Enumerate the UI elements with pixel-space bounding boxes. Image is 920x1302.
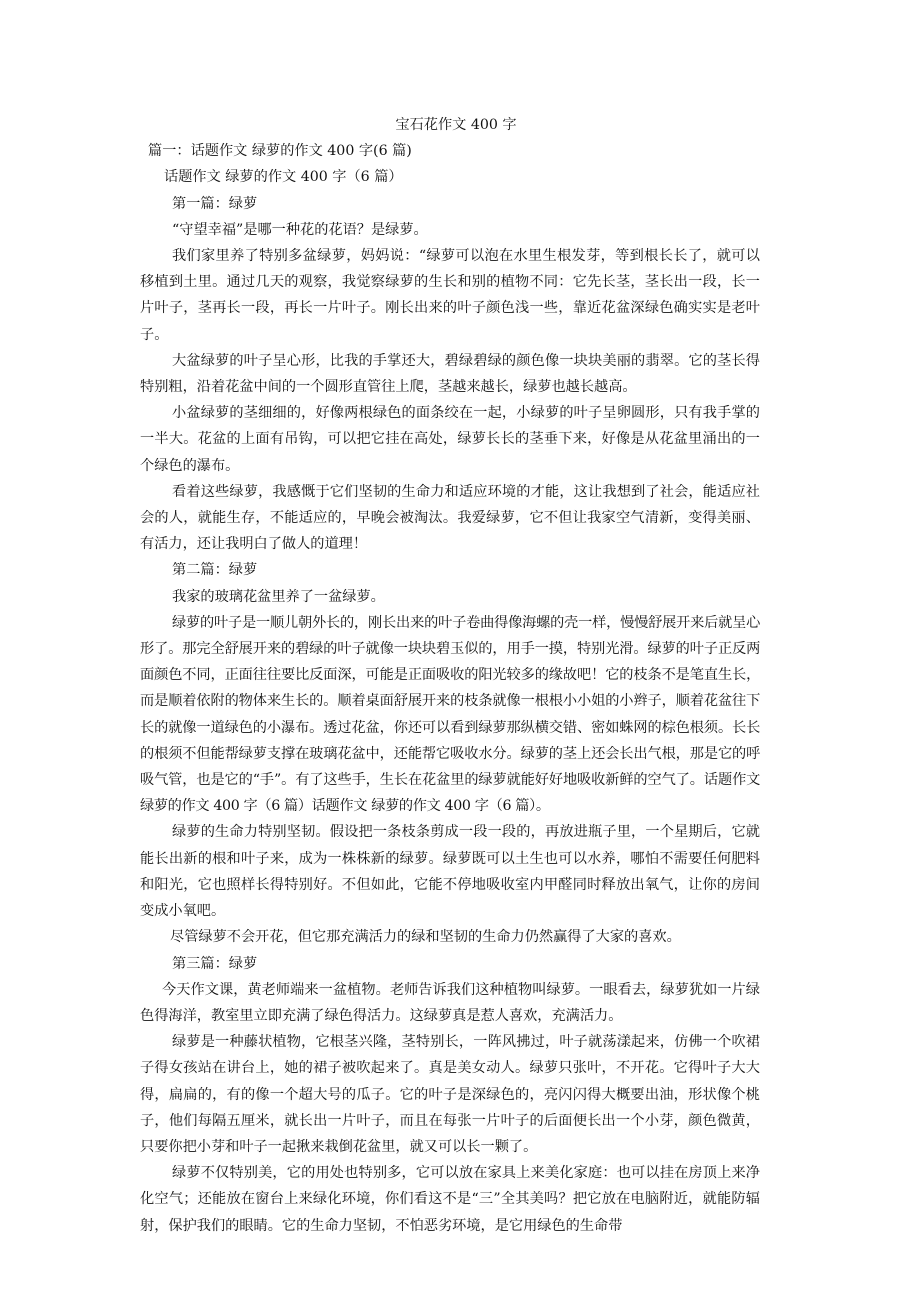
s3-paragraph-2: 绿萝是一种藤状植物，它根茎兴隆，茎特别长，一阵风拂过，叶子就荡漾起来，仿佛一个吹裙子得女孩站在讲台上，她的裙子被吹起来了。真是美女动人。绿萝只张叶，不开花。它得叶子大大得，扁扁的，有的像一个超大号的瓜子。它的叶子是深绿色的，亮闪闪得大概要出油，形状像个桃子，他们每隔五厘米，就长出一片叶子，而且在每张一片叶子的后面便长出一个小芽，颜色微黄，只要你把小芽和叶子一起揪来栽倒花盆里，就又可以长一颗了。 (140, 1034, 760, 1155)
s2-paragraph-4: 尽管绿萝不会开花，但它那充满活力的绿和坚韧的生命力仍然赢得了大家的喜欢。 (170, 929, 681, 946)
document-body (140, 112, 760, 1239)
heading-part-one: 篇一：话题作文 绿萝的作文 400 字(6 篇) (148, 143, 412, 160)
section-1-title: 第一篇：绿萝 (172, 195, 258, 212)
s1-paragraph-3: 大盆绿萝的叶子呈心形，比我的手掌还大，碧绿碧绿的颜色像一块块美丽的翡翠。它的茎长得特别粗，沿着花盆中间的一个圆形直管往上爬，茎越来越长，绿萝也越长越高。 (140, 352, 760, 396)
s1-paragraph-5: 看着这些绿萝，我感慨于它们坚韧的生命力和适应环境的才能，这让我想到了社会，能适应社会的人，就能生存，不能适应的，早晚会被淘汰。我爱绿萝，它不但让我家空气清新，变得美丽、有活力，还让我明白了做人的道理！ (140, 483, 760, 553)
s3-paragraph-3: 绿萝不仅特别美，它的用处也特别多，它可以放在家具上来美化家庭：也可以挂在房顶上来净化空气；还能放在窗台上来绿化环境，你们看这不是“三”全其美吗？把它放在电脑附近，就能防辐射，保护我们的眼睛。它的生命力坚韧，不怕恶劣环境，是它用绿色的生命带 (140, 1165, 760, 1234)
section-2-title: 第二篇：绿萝 (172, 562, 258, 579)
s1-paragraph-1: “守望幸福”是哪一种花的花语？是绿萝。 (172, 221, 428, 238)
s2-paragraph-1: 我家的玻璃花盆里养了一盆绿萝。 (172, 588, 385, 605)
section-3-title: 第三篇：绿萝 (172, 955, 258, 972)
heading-topic-essay: 话题作文 绿萝的作文 400 字（6 篇） (164, 169, 403, 186)
s1-paragraph-4: 小盆绿萝的茎细细的，好像两根绿色的面条绞在一起，小绿萝的叶子呈卵圆形，只有我手掌的一半大。花盆的上面有吊钩，可以把它挂在高处，绿萝长长的茎垂下来，好像是从花盆里涌出的一个绿色的瀑布。 (140, 405, 760, 474)
document-title: 宝石花作文 400 字 (395, 117, 517, 133)
s3-paragraph-1: 今天作文课，黄老师端来一盆植物。老师告诉我们这种植物叫绿萝。一眼看去，绿萝犹如一片绿色得海洋，教室里立即充满了绿色得活力。这绿萝真是惹人喜欢，充满活力。 (140, 981, 760, 1024)
s1-paragraph-2: 我们家里养了特别多盆绿萝，妈妈说：“绿萝可以泡在水里生根发芽，等到根长长了，就可以移植到土里。通过几天的观察，我觉察绿萝的生长和别的植物不同：它先长茎，茎长出一段，长一片叶子，茎再长一段，再长一片叶子。刚长出来的叶子颜色浅一些，靠近花盆深绿色确实实是老叶子。 (140, 248, 760, 343)
s2-paragraph-3: 绿萝的生命力特别坚韧。假设把一条枝条剪成一段一段的，再放进瓶子里，一个星期后，它就能长出新的根和叶子来，成为一株株新的绿萝。绿萝既可以土生也可以水养，哪怕不需要任何肥料和阳光，它也照样长得特别好。不但如此，它能不停地吸收室内甲醛同时释放出氧气，让你的房间变成小氧吧。 (140, 824, 760, 920)
s2-paragraph-2: 绿萝的叶子是一顺儿朝外长的，刚长出来的叶子卷曲得像海螺的壳一样，慢慢舒展开来后就呈心形了。那完全舒展开来的碧绿的叶子就像一块块碧玉似的，用手一摸，特别光滑。绿萝的叶子正反两面颜色不同，正面往往要比反面深，可能是正面吸收的阳光较多的缘故吧！它的枝条不是笔直生长，而是顺着依附的物体来生长的。顺着桌面舒展开来的枝条就像一根根小小姐的小辫子，顺着花盆往下长的就像一道绿色的小瀑布。透过花盆，你还可以看到绿萝那纵横交错、密如蛛网的棕色根须。长长的根须不但能帮绿萝支撑在玻璃花盆中，还能帮它吸收水分。绿萝的茎上还会长出气根，那是它的呼吸气管，也是它的“手”。有了这些手，生长在花盆里的绿萝就能好好地吸收新鲜的空气了。话题作文 绿萝的作文 400 字（6 篇）话题作文 绿萝的作文 400 字（6 篇）。 (140, 614, 760, 815)
